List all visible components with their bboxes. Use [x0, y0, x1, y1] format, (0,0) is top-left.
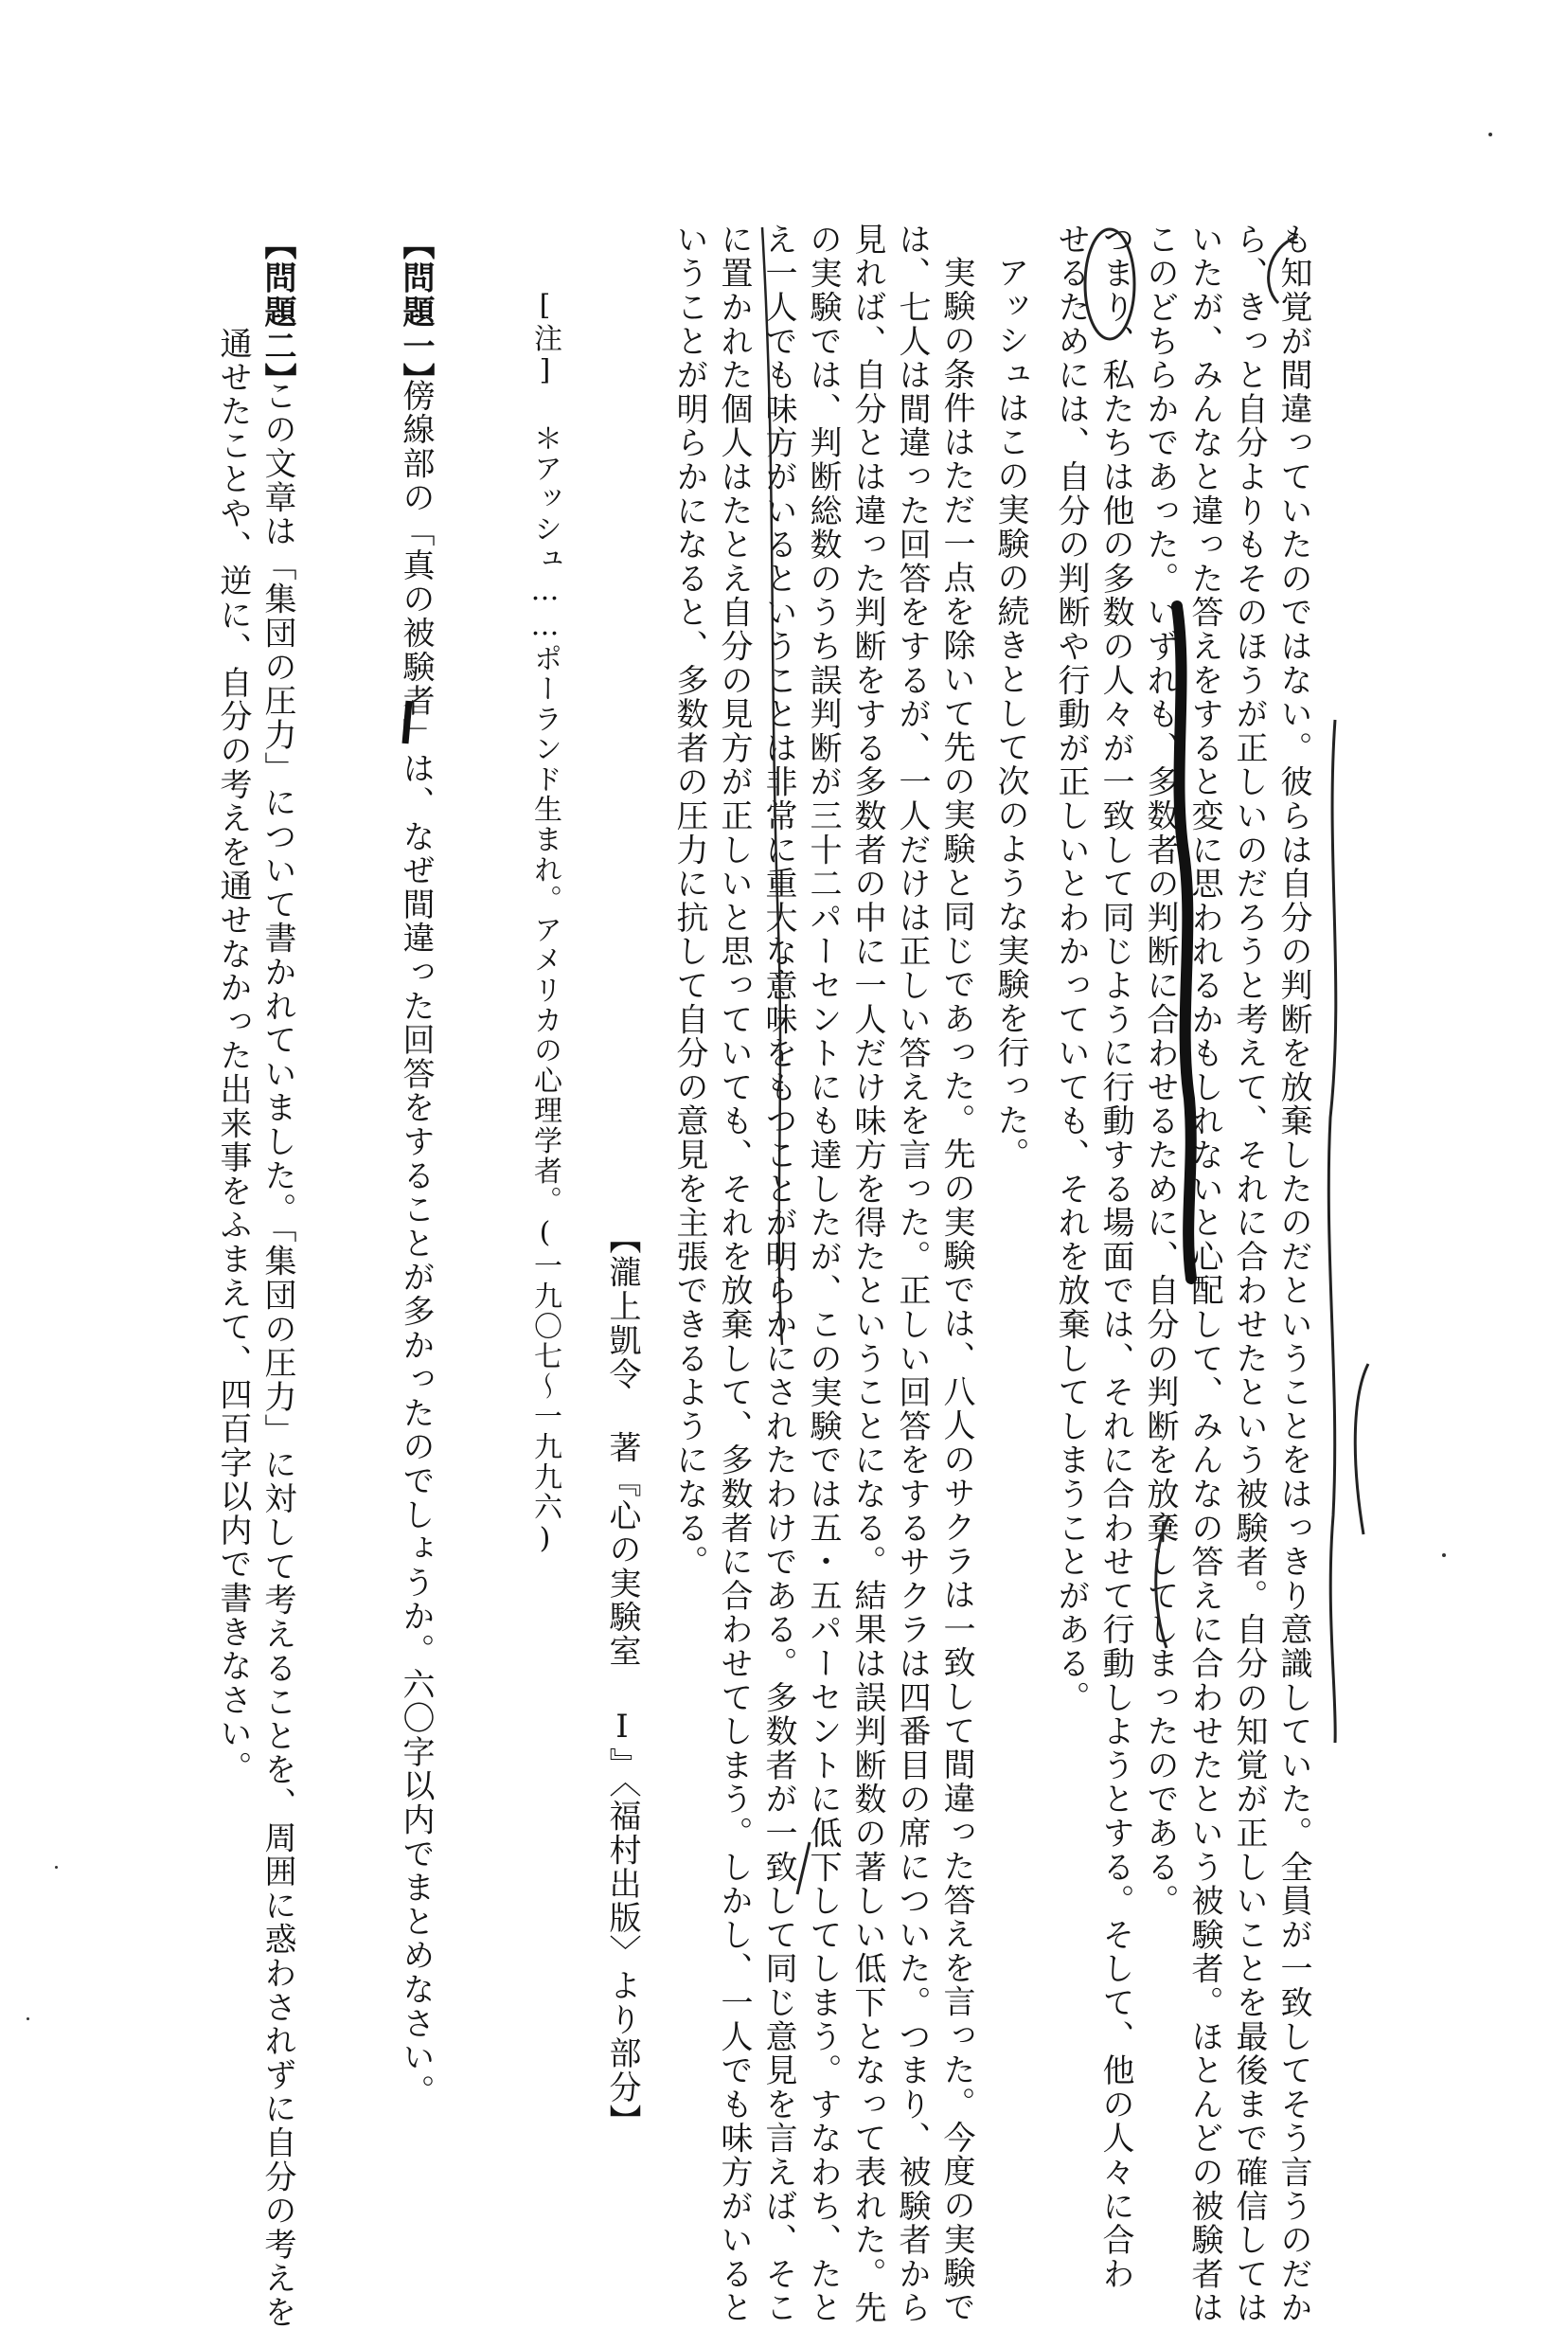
question-2-text-line-2: 通せたことや、逆に、自分の考えを通せなかった出来事をふまえて、四百字以内で書きなさい。 [214, 327, 252, 1785]
passage-line-9: は、七人は間違った回答をするが、一人だけは正しい答えを言った。正しい回答をするサクラは四番目の席についた。つまり、被験者から [893, 223, 931, 2325]
scan-speck [1488, 133, 1492, 136]
passage-line-5: つまり、私たちは他の多数の人々が一致して同じように行動する場面では、それに合わせて行動しようとする。そして、他の人々に合わ [1096, 223, 1134, 2291]
scan-speck [55, 1866, 58, 1869]
passage-line-12: え一人でも味方がいるということは非常に重大な意味をもつことが明らかにされたわけである。多数者が一致して同じ意見を言えば、そこ [759, 223, 797, 2325]
curve-mark-2 [1355, 1364, 1368, 1534]
question-2-label: 【問題二】 [258, 227, 296, 397]
scan-speck [27, 2017, 29, 2020]
passage-line-6: せるためには、自分の判断や行動が正しいとわかっていても、それを放棄してしまうことがある。 [1052, 223, 1090, 1715]
question-1-label: 【問題一】 [397, 227, 435, 397]
passage-line-11: の実験では、判断総数のうち誤判断が三十二パーセントにも達したが、この実験では五・五パーセントに低下してしまう。すなわち、たと [804, 223, 842, 2325]
passage-line-13: に置かれた個人はたとえ自分の見方が正しいと思っていても、それを放棄して、多数者に合わせてしまう。しかし、一人でも味方がいると [715, 223, 753, 2325]
passage-line-4: このどちらかであった。いずれも、多数者の判断に合わせるために、自分の判断を放棄してしまったのである。 [1141, 223, 1179, 1918]
passage-line-10: 見れば、自分とは違った判断をする多数者の中に一人だけ味方を得たということになる。結果は誤判断数の著しい低下となって表れた。先 [848, 223, 886, 2325]
wavy-sideline-mark [1328, 720, 1336, 1743]
source-citation: 【瀧上凱令 著『心の実験室 Ⅰ』〈福村出版〉より部分】 [603, 1222, 641, 2139]
question-2-text-line-1: この文章は「集団の圧力」について書かれていました。「集団の圧力」に対して考えることを、周囲に惑わされずに自分の考えを [258, 379, 296, 2329]
question-1-text: 傍線部の「真の被験者」は、なぜ間違った回答をすることが多かったのでしょうか。六〇字以内でまとめなさい。 [397, 379, 435, 2108]
passage-line-7: アッシュはこの実験の続きとして次のような実験を行った。 [991, 256, 1029, 1172]
passage-line-2: ら、きっと自分よりもそのほうが正しいのだろうと考えて、それに合わせたという被験者。自分の知覚が正しいことを最後まで確信しては [1230, 223, 1268, 2325]
passage-line-14: いうことが明らかになると、多数者の圧力に抗して自分の意見を主張できるようになる。 [670, 223, 708, 1579]
passage-line-3: いたが、みんなと違った答えをすると変に思われるかもしれないと心配して、みんなの答えに合わせたという被験者。ほとんどの被験者は [1185, 223, 1223, 2325]
scan-speck [1442, 1553, 1446, 1557]
passage-line-8: 実験の条件はただ一点を除いて先の実験と同じであった。先の実験では、八人のサクラは一致して間違った答えを言った。今度の実験で [937, 256, 975, 2324]
passage-line-1: も知覚が間違っていたのではない。彼らは自分の判断を放棄したのだということをはっきり意識していた。全員が一致してそう言うのだか [1274, 223, 1312, 2325]
note-text: [注] ＊アッシュ……ポーランド生まれ。アメリカの心理学者。(一九〇七〜一九九六) [528, 289, 561, 1557]
